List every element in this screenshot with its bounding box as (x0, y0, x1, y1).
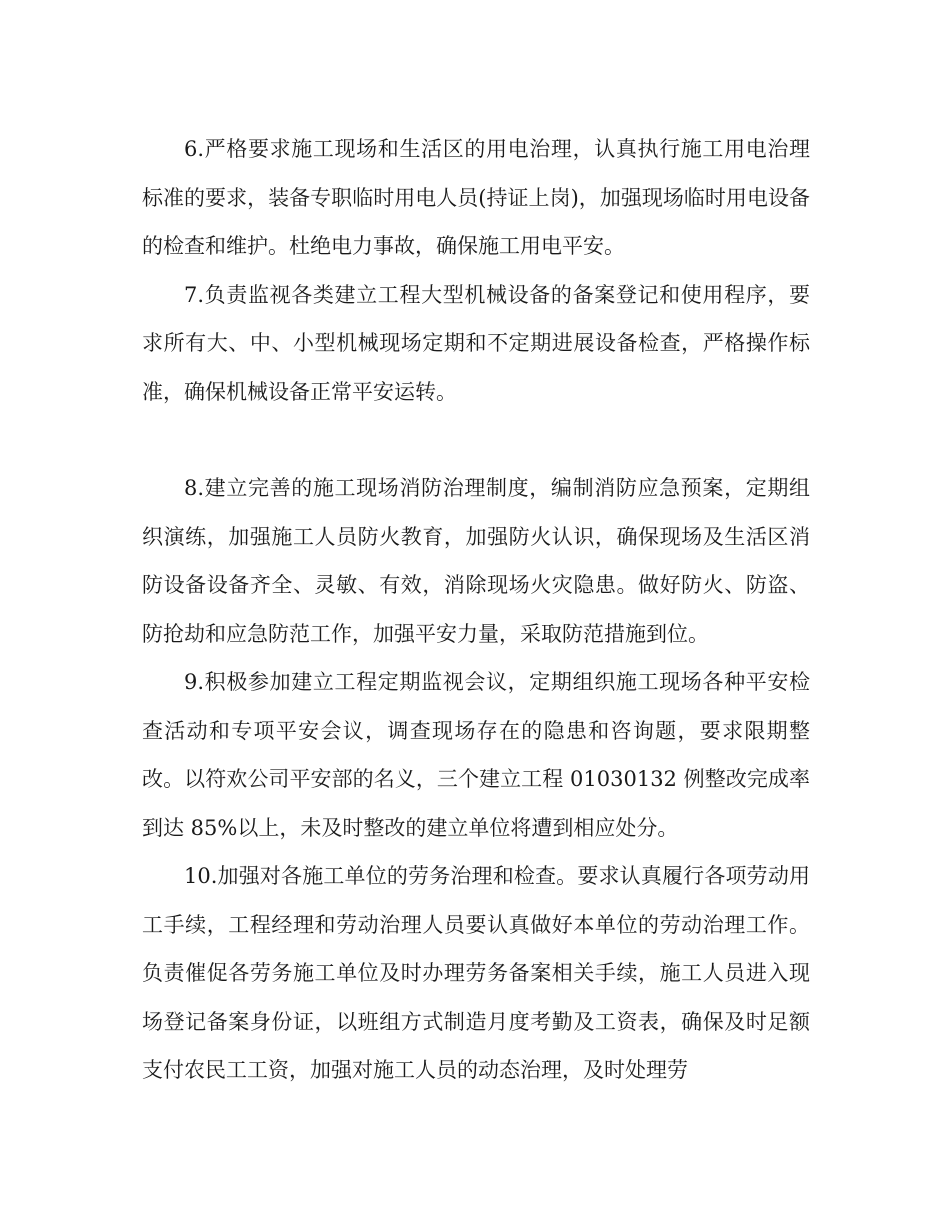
paragraph-10: 10.加强对各施工单位的劳务治理和检查。要求认真履行各项劳动用工手续，工程经理和劳动治理人员要认真做好本单位的劳动治理工作。负责催促各劳务施工单位及时办理劳务备案相关手续，施工人员进入现场登记备案身份证，以班组方式制造月度考勤及工资表，确保及时足额支付农民工工资，加强对施工人员的动态治理，及时处理劳 (142, 864, 810, 1082)
paragraph-6: 6.严格要求施工现场和生活区的用电治理，认真执行施工用电治理标准的要求，装备专职临时用电人员(持证上岗)，加强现场临时用电设备的检查和维护。杜绝电力事故，确保施工用电平安。 (142, 137, 810, 258)
paragraph-spacer (142, 416, 810, 464)
paragraph-9: 9.积极参加建立工程定期监视会议，定期组织施工现场各种平安检查活动和专项平安会议，调查现场存在的隐患和咨询题，要求限期整改。以符欢公司平安部的名义，三个建立工程 01030132 例整改完成率到达 85%以上，未及时整改的建立单位将遭到相应处分。 (142, 670, 810, 840)
document-body (142, 125, 810, 1095)
paragraph-7: 7.负责监视各类建立工程大型机械设备的备案登记和使用程序，要求所有大、中、小型机械现场定期和不定期进展设备检查，严格操作标准，确保机械设备正常平安运转。 (142, 282, 810, 404)
paragraph-8: 8.建立完善的施工现场消防治理制度，编制消防应急预案，定期组织演练，加强施工人员防火教育，加强防火认识，确保现场及生活区消防设备设备齐全、灵敏、有效，消除现场火灾隐患。做好防火、防盗、防抢劫和应急防范工作，加强平安力量，采取防范措施到位。 (142, 476, 810, 646)
